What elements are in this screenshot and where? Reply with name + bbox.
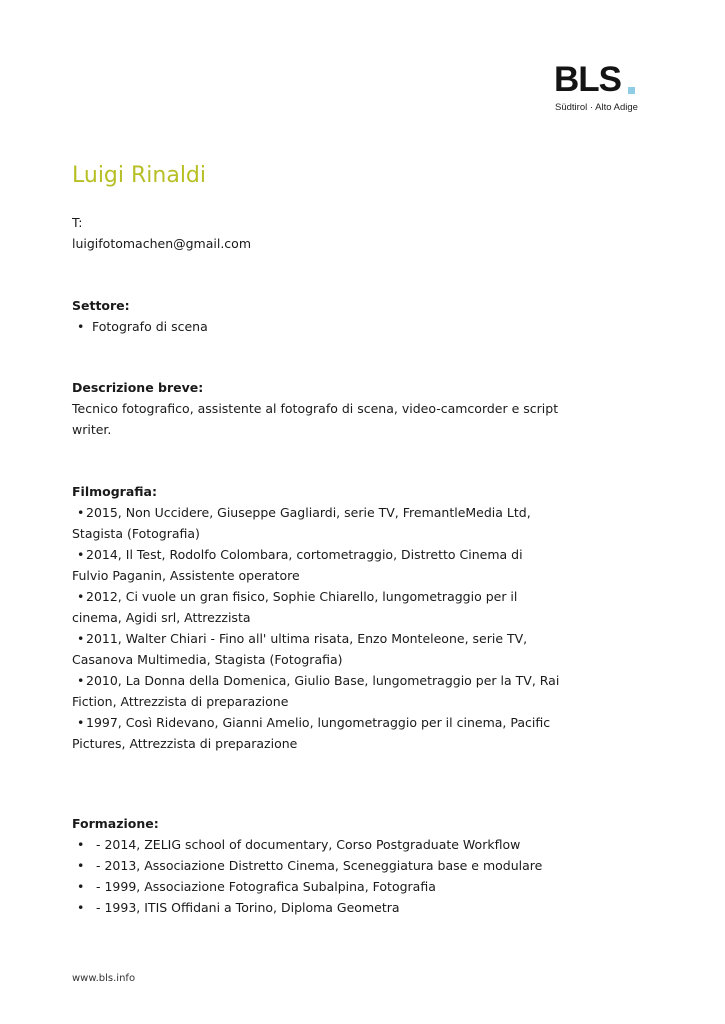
bullet-icon: • (77, 673, 85, 688)
list-item: • 2012, Ci vuole un gran fisico, Sophie Chiarello, lungometraggio per il cinema, Agidi srl, Attrezzista (72, 586, 562, 628)
formazione-list (72, 834, 562, 918)
phone-label: T: (72, 215, 83, 230)
bullet-icon: • (77, 715, 85, 730)
email-text: luigifotomachen@gmail.com (72, 236, 252, 251)
footer-url[interactable]: www.bls.info (72, 973, 136, 984)
descrizione-section (72, 377, 562, 440)
logo-dot-icon (628, 87, 635, 94)
filmografia-list (72, 502, 562, 754)
filmografia-section (72, 481, 562, 754)
bullet-icon: • (77, 505, 85, 520)
bullet-icon: • (77, 631, 85, 646)
list-item: • - 1999, Associazione Fotografica Subalpina, Fotografia (72, 876, 562, 897)
settore-title: Settore: (72, 298, 130, 313)
person-name: Luigi Rinaldi (72, 163, 207, 188)
formazione-title: Formazione: (72, 816, 159, 831)
settore-list (72, 316, 562, 337)
list-item: • - 2014, ZELIG school of documentary, Corso Postgraduate Workflow (72, 834, 562, 855)
bullet-icon: • (77, 547, 85, 562)
list-item: • Fotografo di scena (72, 316, 562, 337)
bullet-icon: • (77, 589, 85, 604)
contact-block (72, 212, 562, 254)
bls-logo (554, 62, 644, 114)
formazione-section (72, 813, 562, 918)
list-item: • 2014, Il Test, Rodolfo Colombara, cortometraggio, Distretto Cinema di Fulvio Paganin, Assistente operatore (72, 544, 562, 586)
logo-subtitle: Südtirol · Alto Adige (555, 102, 638, 113)
list-item: • 2010, La Donna della Domenica, Giulio Base, lungometraggio per la TV, Rai Fiction, Attrezzista di preparazione (72, 670, 562, 712)
list-item: • 2015, Non Uccidere, Giuseppe Gagliardi, serie TV, FremantleMedia Ltd, Stagista (Fotografia) (72, 502, 562, 544)
descrizione-text: Tecnico fotografico, assistente al fotografo di scena, video-camcorder e script writer. (72, 401, 559, 437)
list-item: • - 2013, Associazione Distretto Cinema, Sceneggiatura base e modulare (72, 855, 562, 876)
list-item: • 2011, Walter Chiari - Fino all' ultima risata, Enzo Monteleone, serie TV, Casanova Multimedia, Stagista (Fotografia) (72, 628, 562, 670)
settore-section (72, 295, 562, 337)
logo-mark: BLS (554, 60, 621, 99)
filmografia-title: Filmografia: (72, 484, 157, 499)
list-item: • - 1993, ITIS Offidani a Torino, Diploma Geometra (72, 897, 562, 918)
list-item: • 1997, Così Ridevano, Gianni Amelio, lungometraggio per il cinema, Pacific Pictures, Attrezzista di preparazione (72, 712, 562, 754)
descrizione-title: Descrizione breve: (72, 380, 204, 395)
